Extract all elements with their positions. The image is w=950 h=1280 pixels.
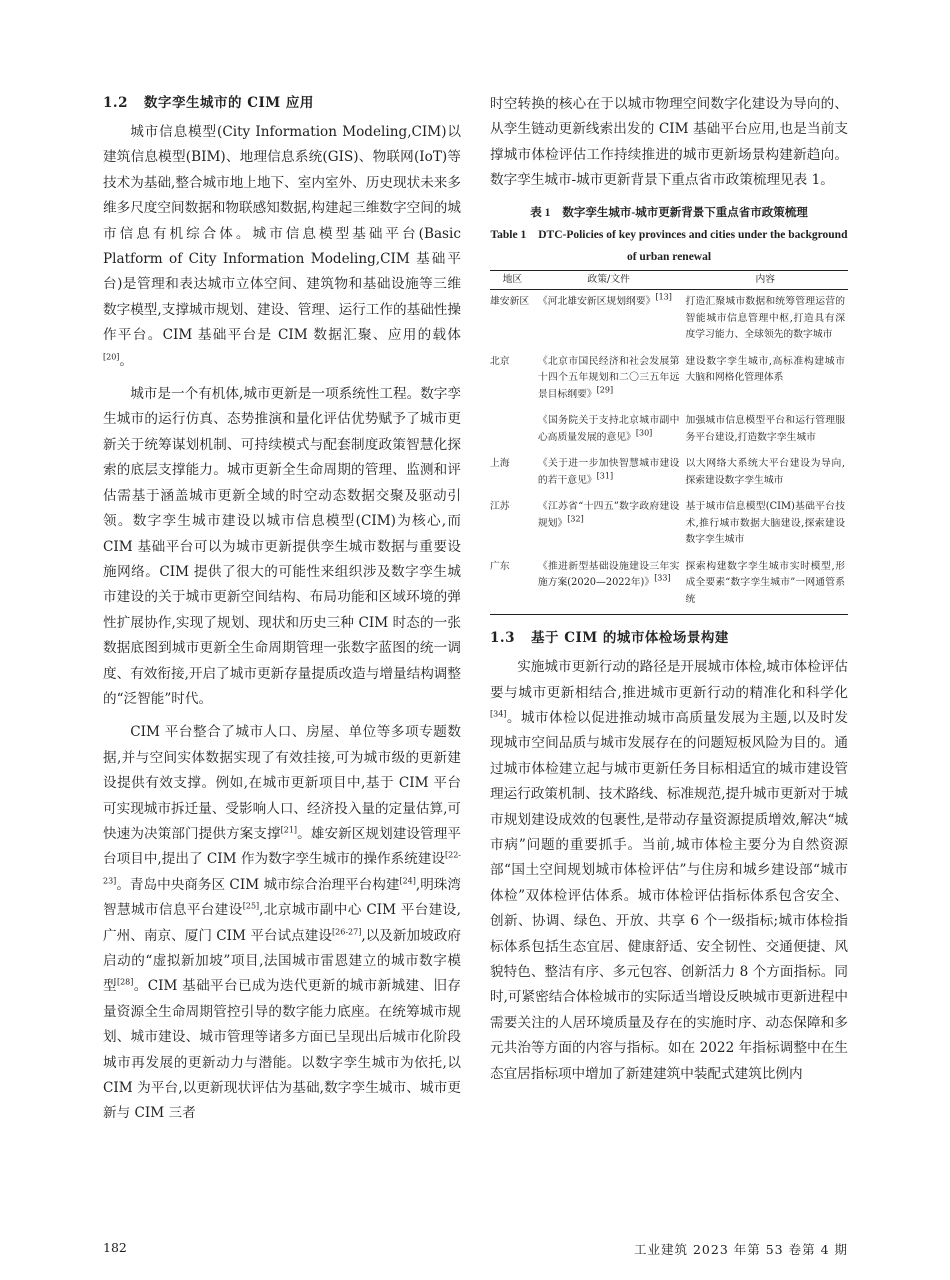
region-cell: 江苏 bbox=[490, 501, 510, 513]
citation-ref: [31] bbox=[596, 471, 614, 481]
policy-text: 《关于进一步加快智慧城市建设的若干意见》 bbox=[537, 458, 680, 486]
section-title: 基于 CIM 的城市体检场景构建 bbox=[531, 630, 729, 647]
paragraph-city-checkup bbox=[490, 655, 848, 1087]
table-row bbox=[490, 350, 848, 410]
paragraph-urban-renewal: 城市是一个有机体,城市更新是一项系统性工程。数字孪生城市的运行仿真、态势推演和量化评估优势赋予了城市更新关于统筹谋划机制、可持续模式与配套制度政策智慧化探索的底层支撑能力。城市更新全生命周期的管理、监测和评估需基于涵盖城市更新全域的时空动态数据交聚及驱动引领。数字孪生城市建设以城市信息模型(CIM)为核心,而 CIM 基础平台可以为城市更新提供孪生城市数据与重要设施网络。CIM 提供了很大的可能性来组织涉及数字孪生城市建设的关于城市更新空间结构、布局功能和区域环境的弹性扩展协作,实现了规划、现状和历史三种 CIM 时态的一张数据底图到城市更新全生命周期管理一张数字蓝图的统一调度、有效衔接,开启了城市更新存量提质改造与增量结构调整的“泛智能”时代。 bbox=[103, 386, 461, 707]
paragraph-cim-definition bbox=[103, 120, 461, 374]
citation-ref: [26-27] bbox=[332, 927, 362, 937]
left-column bbox=[103, 92, 461, 1127]
paragraph-continued: 时空转换的核心在于以城市物理空间数字化建设为导向的、从孪生链动更新线索出发的 CIM 基础平台应用,也是当前支撑城市体检评估工作持续推进的城市更新场景构建新趋向。数字孪生城市-城市更新背景下重点省市政策梳理见表 1。 bbox=[490, 96, 848, 189]
policy-text: 《江苏省“十四五”数字政府建设规划》 bbox=[537, 501, 680, 529]
content-cell: 建设数字孪生城市,高标准构建城市大脑和网格化管理体系 bbox=[685, 355, 845, 384]
column-header: 政策/文件 bbox=[535, 270, 683, 290]
table-title-en: DTC-Policies of key provinces and cities under the background of urban renewal bbox=[538, 228, 848, 263]
table-row bbox=[490, 452, 848, 495]
journal-info: 工业建筑 2023 年第 53 卷第 4 期 bbox=[633, 1242, 848, 1257]
region-cell: 上海 bbox=[490, 458, 510, 470]
page-number: 182 bbox=[103, 1240, 127, 1255]
citation-ref: [30] bbox=[635, 428, 653, 438]
policy-cell bbox=[535, 409, 683, 452]
citation-ref: [13] bbox=[655, 292, 672, 302]
policy-text: 《北京市国民经济和社会发展第十四个五年规划和二〇三五年远景目标纲要》 bbox=[537, 355, 680, 400]
table-row bbox=[490, 290, 848, 350]
paragraph-text: 。青岛中央商务区 CIM 城市综合治理平台构建 bbox=[116, 876, 400, 893]
paragraph-text: ,以及新加坡政府启动的“虚拟新加坡”项目,法国城市雷恩建立的城市数字模型 bbox=[103, 927, 461, 995]
citation-ref: [25] bbox=[242, 901, 260, 911]
policy-cell bbox=[535, 452, 683, 495]
section-number: 1.3 bbox=[490, 630, 515, 647]
region-cell: 雄安新区 bbox=[490, 296, 530, 308]
paragraph-text: 。城市体检以促进推动城市高质量发展为主题,以及时发现城市空间品质与城市发展存在的问题短板风险为目的。通过城市体检建立起与城市更新任务目标相适宜的城市建设管理运行政策机制、技术路线、标准规范,提升城市更新对于城市规划建设成效的包裹性,是带动存量资源提质增效,解决“城市病”问题的重要抓手。当前,城市体检主要分为自然资源部“国土空间规划城市体检评估”与住房和城乡建设部“城市体检”双体检评估体系。城市体检评估指标体系包含安全、创新、协调、绿色、开放、共享 6 个一级指标;城市体检指标体系包括生态宜居、健康舒适、安全韧性、交通便捷、风貌特色、整洁有序、多元包容、创新活力 8 个方面指标。同时,可紧密结合体检城市的实际适当增设反映城市更新进程中需要关注的人居环境质量及存在的实施时序、动态保障和多元共治等方面的内容与指标。如在 2022 年指标调整中在生态宜居指标项中增加了新建建筑中装配式建筑比例内 bbox=[490, 709, 848, 1082]
paragraph-text: 。CIM 基础平台已成为迭代更新的城市新城建、旧存量资源全生命周期管控引导的数字能力底座。在统筹城市规划、城市建设、城市管理等诸多方面已呈现出后城市化阶段城市再发展的更新动力与潜能。以数字孪生城市为依托,以 CIM 为平台,以更新现状评估为基础,数字孪生城市、城市更新与 CIM 三者 bbox=[103, 978, 461, 1122]
region-cell: 北京 bbox=[490, 355, 510, 367]
content-cell: 打造汇聚城市数据和统筹管理运营的智能城市信息管理中枢,打造具有深度学习能力、全球领先的数字城市 bbox=[685, 296, 845, 341]
paragraph-text: ,明珠湾智慧城市信息平台建设 bbox=[103, 876, 461, 919]
citation-ref: [24] bbox=[399, 876, 416, 886]
content-cell: 以大网络大系统大平台建设为导向,探索建设数字孪生城市 bbox=[685, 458, 845, 486]
paragraph-text: CIM 平台整合了城市人口、房屋、单位等多项专题数据,并与空间实体数据实现了有效挂接,可为城市级的更新建设提供有效支撑。例如,在城市更新项目中,基于 CIM 平台可实现城市拆迁量、受影响人口、经济投入量的定量估算,可快速为决策部门提供方案支撑 bbox=[103, 724, 461, 842]
paragraph-text: 实施城市更新行动的路径是开展城市体检,城市体检评估要与城市更新相结合,推进城市更新行动的精准化和科学化 bbox=[490, 659, 848, 701]
table-number: 表 1 bbox=[530, 206, 551, 219]
table-row bbox=[490, 409, 848, 452]
section-heading-1-2 bbox=[103, 92, 461, 114]
policy-cell bbox=[535, 495, 683, 555]
column-header: 地区 bbox=[490, 270, 535, 290]
section-number: 1.2 bbox=[103, 95, 128, 111]
policy-cell bbox=[535, 555, 683, 615]
content-cell: 加强城市信息模型平台和运行管理服务平台建设,打造数字孪生城市 bbox=[685, 415, 845, 443]
paragraph-text: ,北京城市副中心 CIM 平台建设,广州、南京、厦门 CIM 平台试点建设 bbox=[103, 902, 461, 944]
citation-ref: [21] bbox=[280, 825, 298, 835]
citation-ref: [28] bbox=[116, 977, 134, 987]
section-title: 数字孪生城市的 CIM 应用 bbox=[144, 95, 314, 111]
paragraph-text: 。雄安新区规划建设管理平台项目中,提出了 CIM 作为数字孪生城市的操作系统建设 bbox=[103, 825, 462, 868]
table-row bbox=[490, 495, 848, 555]
policy-cell bbox=[535, 350, 683, 410]
region-cell: 广东 bbox=[490, 560, 510, 572]
citation-ref: [22-23] bbox=[103, 850, 461, 886]
content-cell: 探索构建数字孪生城市实时模型,形成全要素“数字孪生城市”一网通管系统 bbox=[685, 560, 845, 605]
policy-table bbox=[490, 270, 848, 616]
content-cell: 基于城市信息模型(CIM)基础平台技术,推行城市数据大脑建设,探索建设数字孪生城市 bbox=[685, 501, 845, 546]
policy-text: 《推进新型基础设施建设三年实施方案(2020—2022年)》 bbox=[537, 560, 680, 589]
citation-ref: [34] bbox=[490, 709, 507, 719]
citation-ref: [29] bbox=[596, 385, 614, 395]
policy-cell bbox=[535, 290, 683, 350]
paragraph-end: 。 bbox=[119, 352, 134, 369]
citation-ref: [32] bbox=[567, 514, 584, 524]
right-column bbox=[490, 92, 848, 1087]
table-caption-zh bbox=[490, 202, 848, 224]
citation-ref: [20] bbox=[103, 352, 120, 362]
section-heading-1-3 bbox=[490, 627, 848, 649]
table-header-row bbox=[490, 270, 848, 290]
table-number-en: Table 1 bbox=[490, 228, 527, 241]
paragraph-cim-platform bbox=[103, 720, 461, 1127]
table-caption-en bbox=[490, 224, 848, 268]
policy-text: 《国务院关于支持北京城市副中心高质量发展的意见》 bbox=[537, 415, 680, 443]
citation-ref: [33] bbox=[654, 573, 671, 583]
table-row bbox=[490, 555, 848, 615]
column-header: 内容 bbox=[682, 270, 848, 290]
paragraph-text: 城市信息模型(City Information Modeling,CIM)以建筑信息模型(BIM)、地理信息系统(GIS)、物联网(IoT)等技术为基础,整合城市地上地下、室内室外、历史现状未来多维多尺度空间数据和物联感知数据,构建起三维数字空间的城市信息有机综合体。城市信息模型基础平台(Basic Platform of City Information Modeling,CIM 基础平台)是管理和表达城市立体空间、建筑物和基础设施等三维数字模型,支撑城市规划、建设、管理、运行工作的基础性操作平台。CIM 基础平台是 CIM 数据汇聚、应用的载体 bbox=[103, 124, 461, 344]
region-cell bbox=[490, 409, 535, 452]
table-title: 数字孪生城市-城市更新背景下重点省市政策梳理 bbox=[562, 206, 808, 219]
policy-text: 《河北雄安新区规划纲要》 bbox=[537, 296, 656, 308]
